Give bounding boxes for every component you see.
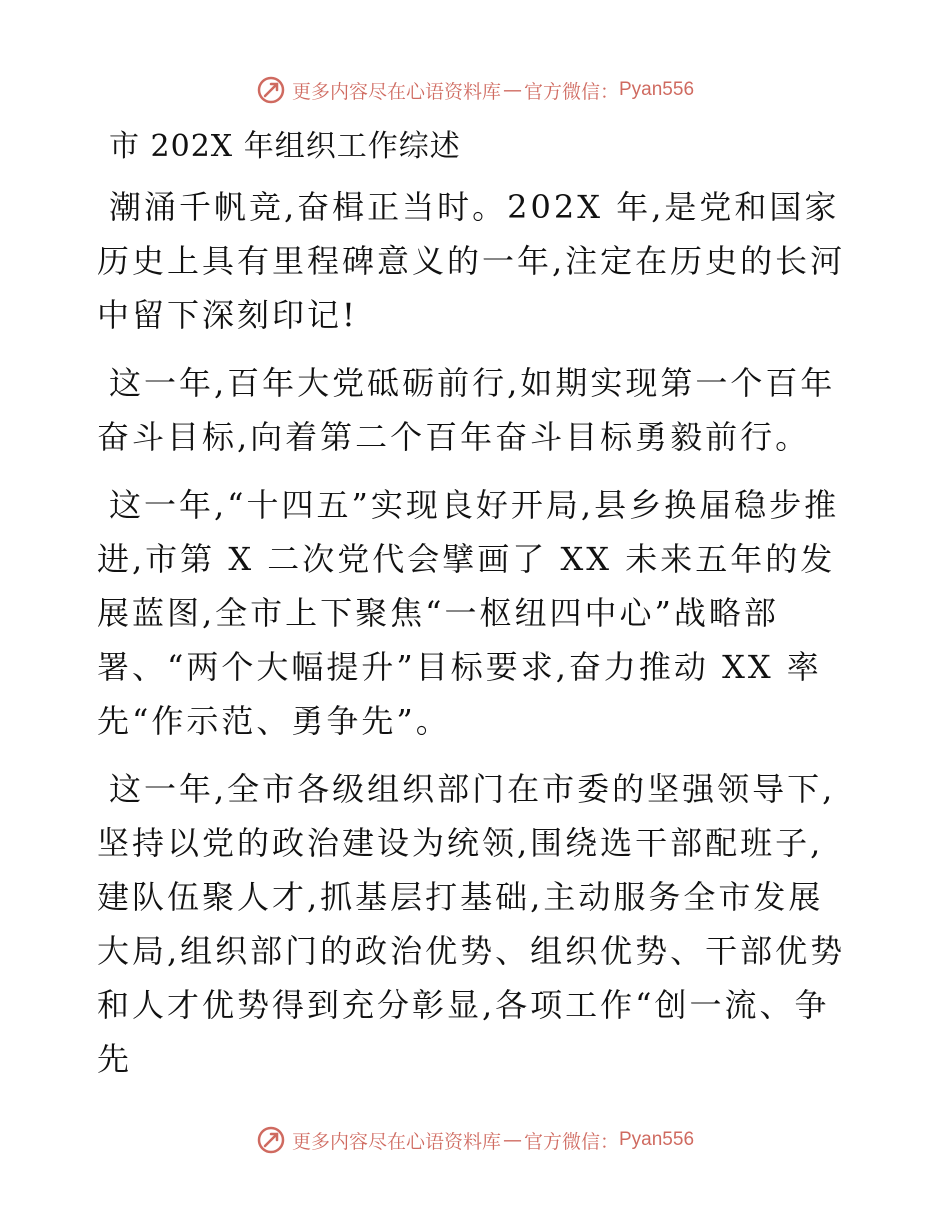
footer-watermark	[0, 1120, 950, 1160]
brand-logo-icon	[256, 1125, 286, 1155]
watermark-account: Pyan556	[619, 1129, 695, 1150]
watermark-brand: 更多内容尽在心语资料库	[291, 1130, 501, 1153]
watermark-separator: —	[502, 1129, 522, 1151]
document-title: 市 202X 年组织工作综述	[109, 129, 461, 164]
paragraph-3: 这一年,“十四五”实现良好开局,县乡换届稳步推进,市第 X 二次党代会擘画了 XX 未来五年的发展蓝图,全市上下聚焦“一枢纽四中心”战略部署、“两个大幅提升”目标要求,奋力推动 XX 率先“作示范、勇争先”。	[97, 486, 840, 740]
watermark-label: 官方微信：	[523, 1130, 619, 1153]
paragraph-2: 这一年,百年大党砥砺前行,如期实现第一个百年奋斗目标,向着第二个百年奋斗目标勇毅前行。	[97, 364, 836, 456]
document-body	[97, 120, 857, 1100]
paragraph-4: 这一年,全市各级组织部门在市委的坚强领导下,坚持以党的政治建设为统领,围绕选干部配班子,建队伍聚人才,抓基层打基础,主动服务全市发展大局,组织部门的政治优势、组织优势、干部优势和人才优势得到充分彰显,各项工作“创一流、争先	[97, 770, 846, 1078]
paragraph-1: 潮涌千帆竞,奋楫正当时。202X 年,是党和国家历史上具有里程碑意义的一年,注定在历史的长河中留下深刻印记!	[97, 188, 846, 334]
watermark-separator: —	[502, 79, 522, 101]
watermark-label: 官方微信：	[523, 80, 619, 103]
watermark-account: Pyan556	[619, 79, 695, 100]
watermark-brand: 更多内容尽在心语资料库	[291, 80, 501, 103]
brand-logo-icon	[256, 75, 286, 105]
header-watermark	[0, 70, 950, 110]
